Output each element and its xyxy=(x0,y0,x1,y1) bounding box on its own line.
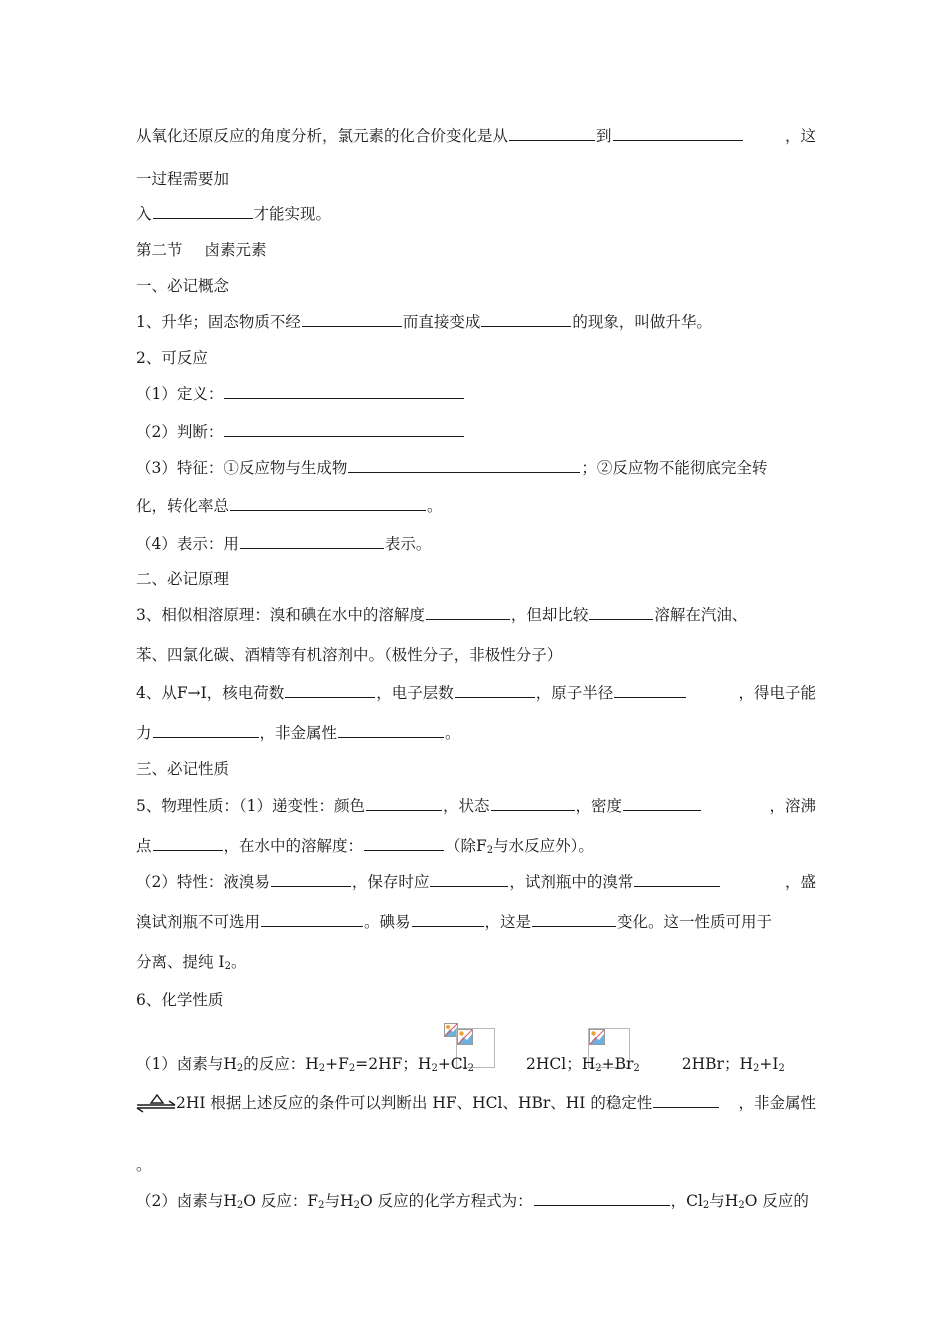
heat-condition-arrow-icon xyxy=(136,1094,176,1114)
question-chemical-properties: 6、化学性质 xyxy=(136,991,224,1009)
question-special-properties-end: 分离、提纯 $I_2$。 xyxy=(136,953,247,972)
question-physical-properties-cont: 点 ，在水中的溶解度： （除$F_2$与水反应外）。 xyxy=(136,837,594,856)
question-halogen-hydrogen-end: 。 xyxy=(136,1156,152,1174)
answer-blank[interactable] xyxy=(240,534,384,549)
answer-blank[interactable] xyxy=(338,723,444,738)
question-line-2: 一过程需要加 xyxy=(136,170,230,188)
heading-properties: 三、必记性质 xyxy=(136,760,230,778)
section-title: 第二节 卤素元素 xyxy=(136,241,267,259)
question-halogen-water: （2）卤素与$H_2O$ 反应：$F_2$与$H_2O$ 反应的化学方程式为： ，$Cl_2$与$H_2O$ 反应的 xyxy=(136,1192,809,1211)
broken-image-icon xyxy=(457,1029,473,1045)
question-halogen-hydrogen-cont: 2HI 根据上述反应的条件可以判断出 HF、HCl、HBr、HI 的稳定性 ，非金属性 xyxy=(136,1091,816,1115)
answer-blank[interactable] xyxy=(481,312,571,327)
answer-blank[interactable] xyxy=(271,872,351,887)
answer-blank[interactable] xyxy=(412,912,484,927)
question-definition: （1）定义： xyxy=(136,382,816,406)
answer-blank[interactable] xyxy=(491,796,575,811)
answer-blank[interactable] xyxy=(532,912,616,927)
question-line-3: 入 才能实现。 xyxy=(136,205,332,223)
answer-blank[interactable] xyxy=(230,496,426,511)
heading-principles: 二、必记原理 xyxy=(136,570,230,588)
answer-blank[interactable] xyxy=(348,458,580,473)
broken-image-icon xyxy=(589,1029,605,1045)
question-features-cont: 化，转化率总 。 xyxy=(136,497,443,515)
heading-concepts: 一、必记概念 xyxy=(136,277,230,295)
answer-blank[interactable] xyxy=(623,796,701,811)
answer-blank[interactable] xyxy=(426,605,510,620)
question-like-dissolves-like-cont: 苯、四氯化碳、酒精等有机溶剂中。（极性分子，非极性分子） xyxy=(136,646,563,664)
answer-blank[interactable] xyxy=(634,872,720,887)
question-special-properties-cont: 溴试剂瓶不可选用 。碘易 ，这是 变化。这一性质可用于 xyxy=(136,913,773,931)
question-halogen-trend-cont: 力 ，非金属性 。 xyxy=(136,724,461,742)
answer-blank[interactable] xyxy=(366,796,442,811)
question-line-1: 从氧化还原反应的角度分析，氯元素的化合价变化是从 到 ，这 xyxy=(136,127,816,145)
answer-blank[interactable] xyxy=(455,683,535,698)
answer-blank[interactable] xyxy=(224,384,464,399)
question-features: （3）特征：①反应物与生成物 ；②反应物不能彻底完全转 xyxy=(136,459,768,477)
question-like-dissolves-like: 3、相似相溶原理：溴和碘在水中的溶解度 ，但却比较 溶解在汽油、 xyxy=(136,606,748,624)
question-notation: （4）表示：用 表示。 xyxy=(136,535,432,553)
question-sublimation: 1、升华；固态物质不经 而直接变成 的现象，叫做升华。 xyxy=(136,313,712,331)
answer-blank[interactable] xyxy=(509,126,595,141)
answer-blank[interactable] xyxy=(261,912,363,927)
answer-blank[interactable] xyxy=(534,1191,670,1206)
answer-blank[interactable] xyxy=(589,605,653,620)
answer-blank[interactable] xyxy=(153,836,223,851)
question-halogen-trend: 4、从F→I，核电荷数 ，电子层数 ，原子半径 ，得电子能 xyxy=(136,684,816,702)
answer-blank[interactable] xyxy=(302,312,402,327)
question-halogen-hydrogen: （1）卤素与$H_2$的反应：$H_2+F_2=2HF$；$H_2+Cl_2$ 2HCl；$H_2+Br_2$ 2HBr；$H_2+I_2$ xyxy=(136,1055,785,1074)
question-special-properties: （2）特性：液溴易 ，保存时应 ，试剂瓶中的溴常 ，盛 xyxy=(136,873,816,891)
answer-blank[interactable] xyxy=(153,723,259,738)
question-physical-properties: 5、物理性质：（1）递变性：颜色 ，状态 ，密度 ，溶沸 xyxy=(136,797,816,815)
answer-blank[interactable] xyxy=(153,204,253,219)
question-judgement: （2）判断： xyxy=(136,420,816,444)
answer-blank[interactable] xyxy=(224,422,464,437)
question-reversible: 2、可反应 xyxy=(136,349,208,367)
answer-blank[interactable] xyxy=(285,683,375,698)
answer-blank[interactable] xyxy=(614,683,686,698)
answer-blank[interactable] xyxy=(653,1093,719,1108)
answer-blank[interactable] xyxy=(364,836,444,851)
answer-blank[interactable] xyxy=(613,126,743,141)
answer-blank[interactable] xyxy=(430,872,508,887)
